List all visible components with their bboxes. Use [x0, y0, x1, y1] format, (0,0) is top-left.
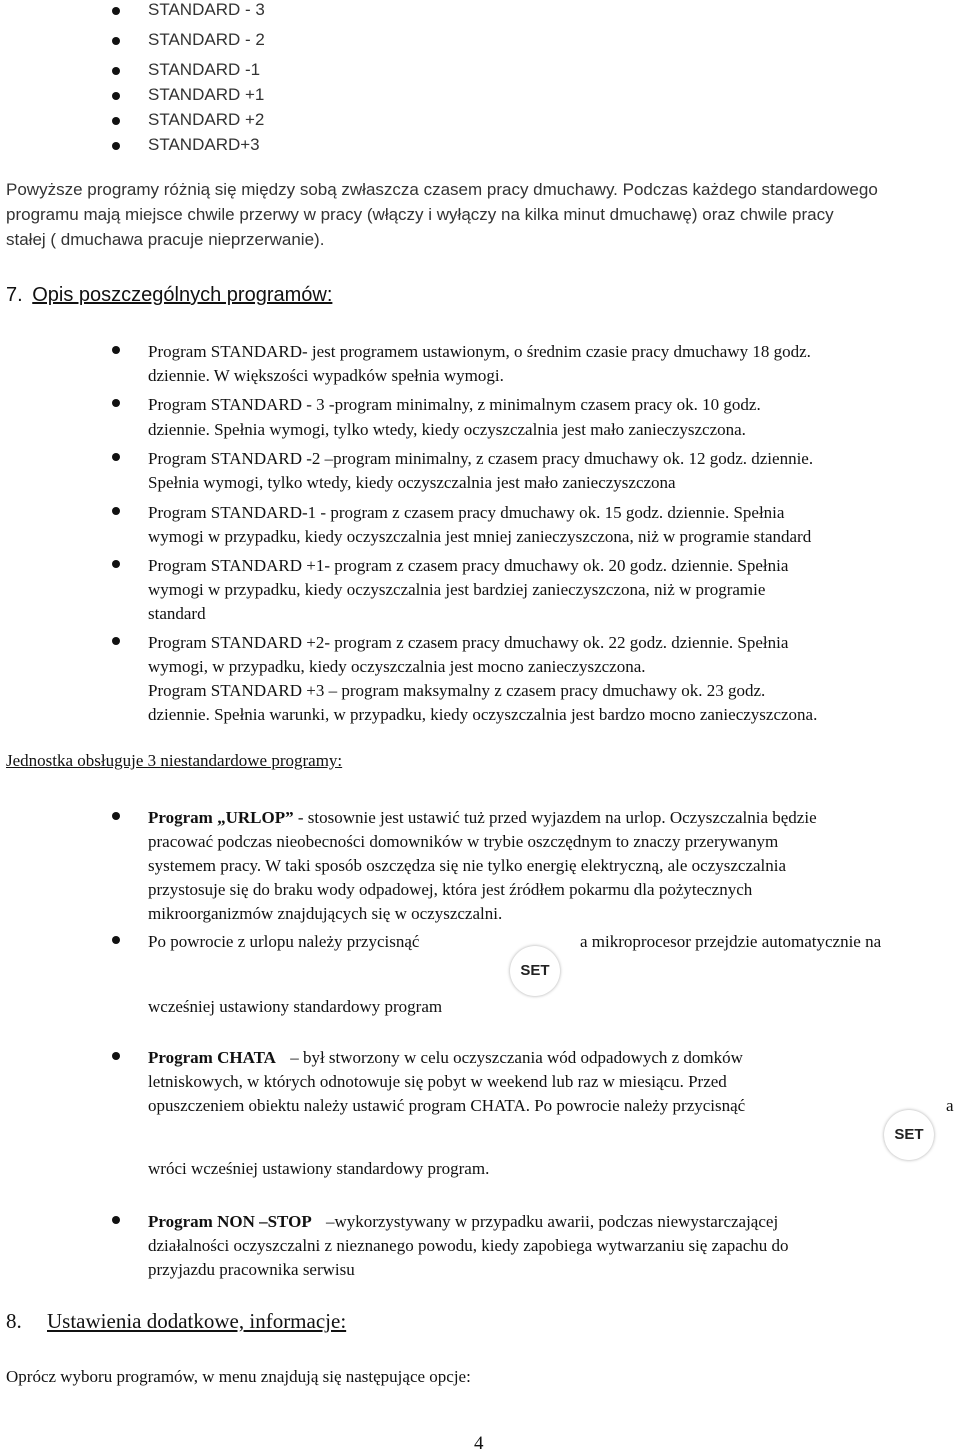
text-line [148, 1046, 956, 1070]
section-number: 7. [6, 284, 23, 306]
text-line: Program STANDARD +2- program z czasem pracy dmuchawy ok. 22 godz. dziennie. Spełnia [148, 633, 789, 652]
text-line: przyjazdu pracownika serwisu [148, 1260, 355, 1279]
section-title: Opis poszczególnych programów: [32, 284, 333, 306]
text-line: a mikroprocesor przejdzie automatycznie na [580, 932, 882, 951]
bullet-icon [112, 637, 120, 645]
text-line: dziennie. Spełnia wymogi, tylko wtedy, kiedy oczyszczalnia jest mało zanieczyszczona. [148, 420, 746, 439]
text-line: Powyższe programy różnią się między sobą zwłaszcza czasem pracy dmuchawy. Podczas każdego standardowego [6, 180, 878, 199]
section-8-text: Oprócz wyboru programów, w menu znajdują się następujące opcje: [6, 1367, 471, 1386]
bullet-icon [112, 1216, 120, 1224]
bullet-icon [112, 812, 120, 820]
text-line: pracować podczas nieobecności domowników w trybie oszczędnym to znaczy przerywanym [148, 832, 779, 851]
text-line: wymogi w przypadku, kiedy oczyszczalnia jest bardziej zanieczyszczona, niż w programie [148, 580, 766, 599]
text-line: Program STANDARD +1- program z czasem pracy dmuchawy ok. 20 godz. dziennie. Spełnia [148, 556, 789, 575]
text-line: programu mają miejsce chwile przerwy w pracy (włączy i wyłączy na kilka minut dmuchawę) oraz chwile pracy [6, 205, 834, 224]
text-line: a [946, 1096, 954, 1115]
program-name: Program NON –STOP [148, 1212, 312, 1231]
bullet-icon [112, 1052, 120, 1060]
list-item: STANDARD - 3 [148, 0, 265, 19]
bullet-icon [112, 117, 120, 125]
set-button-icon: SET [884, 1110, 934, 1160]
bullet-icon [112, 936, 120, 944]
text-line: opuszczeniem obiektu należy ustawić program CHATA. Po powrocie należy przycisnąć [148, 1096, 746, 1115]
bullet-icon [112, 507, 120, 515]
text-line: wcześniej ustawiony standardowy program [148, 997, 443, 1016]
bullet-icon [112, 142, 120, 150]
list-item: STANDARD - 2 [148, 30, 265, 49]
text-line: Program STANDARD - 3 -program minimalny, z minimalnym czasem pracy ok. 10 godz. [148, 395, 761, 414]
text-line: przystosuje się do braku wody odpadowej, która jest źródłem pokarmu dla pożytecznych [148, 880, 753, 899]
nonstandard-heading: Jednostka obsługuje 3 niestandardowe programy: [6, 751, 343, 770]
bullet-icon [112, 453, 120, 461]
bullet-icon [112, 346, 120, 354]
list-item: STANDARD +1 [148, 85, 265, 104]
text-line: działalności oczyszczalni z nieznanego powodu, kiedy zapobiega wytwarzaniu się zapachu do [148, 1236, 789, 1255]
program-name: Program CHATA [148, 1048, 276, 1067]
text-line: Po powrocie z urlopu należy przycisnąć [148, 932, 420, 951]
section-7-heading [6, 283, 332, 307]
set-button-icon: SET [510, 946, 560, 996]
section-title: Ustawienia dodatkowe, informacje: [47, 1309, 347, 1333]
section-8-heading [6, 1309, 346, 1333]
text-line: letniskowych, w których odnotowuje się pobyt w weekend lub raz w miesiącu. Przed [148, 1072, 727, 1091]
text-line: systemem pracy. W taki sposób oszczędza się nie tylko energię elektryczną, ale oczyszczalnia [148, 856, 787, 875]
text-line: wymogi w przypadku, kiedy oczyszczalnia jest mniej zanieczyszczona, niż w programie standard [148, 527, 812, 546]
text-line: Spełnia wymogi, tylko wtedy, kiedy oczyszczalnia jest mało zanieczyszczona [148, 473, 676, 492]
text-fragment: – był stworzony w celu oczyszczania wód odpadowych z domków [290, 1048, 743, 1067]
text-fragment: –wykorzystywany w przypadku awarii, podczas niewystarczającej [325, 1212, 779, 1231]
section-number: 8. [6, 1309, 22, 1333]
program-name: Program „URLOP” [148, 808, 294, 827]
bullet-icon [112, 7, 120, 15]
bullet-icon [112, 399, 120, 407]
list-item: STANDARD +2 [148, 110, 265, 129]
bullet-icon [112, 37, 120, 45]
text-line: Program STANDARD -2 –program minimalny, z czasem pracy dmuchawy ok. 12 godz. dziennie. [148, 449, 814, 468]
text-line: wymogi, w przypadku, kiedy oczyszczalnia jest mocno zanieczyszczona. [148, 657, 646, 676]
list-item: STANDARD -1 [148, 60, 261, 79]
list-item: STANDARD+3 [148, 135, 260, 154]
text-line [148, 806, 956, 830]
page-number: 4 [474, 1433, 484, 1454]
text-line [148, 1210, 956, 1234]
text-line: wróci wcześniej ustawiony standardowy program. [148, 1159, 490, 1178]
bullet-icon [112, 92, 120, 100]
text-line: Program STANDARD-1 - program z czasem pracy dmuchawy ok. 15 godz. dziennie. Spełnia [148, 503, 785, 522]
text-line: stałej ( dmuchawa pracuje nieprzerwanie). [6, 230, 325, 249]
text-line: Program STANDARD- jest programem ustawionym, o średnim czasie pracy dmuchawy 18 godz. [148, 342, 811, 361]
text-line: dziennie. Spełnia warunki, w przypadku, kiedy oczyszczalnia jest bardzo mocno zanieczyszczona. [148, 705, 818, 724]
text-line: Program STANDARD +3 – program maksymalny z czasem pracy dmuchawy ok. 23 godz. [148, 681, 766, 700]
bullet-icon [112, 560, 120, 568]
text-line: mikroorganizmów znajdujących się w oczyszczalni. [148, 904, 503, 923]
text-line: dziennie. W większości wypadków spełnia wymogi. [148, 366, 504, 385]
bullet-icon [112, 67, 120, 75]
text-line: standard [148, 604, 206, 623]
text-fragment: - stosownie jest ustawić tuż przed wyjazdem na urlop. Oczyszczalnia będzie [297, 808, 817, 827]
